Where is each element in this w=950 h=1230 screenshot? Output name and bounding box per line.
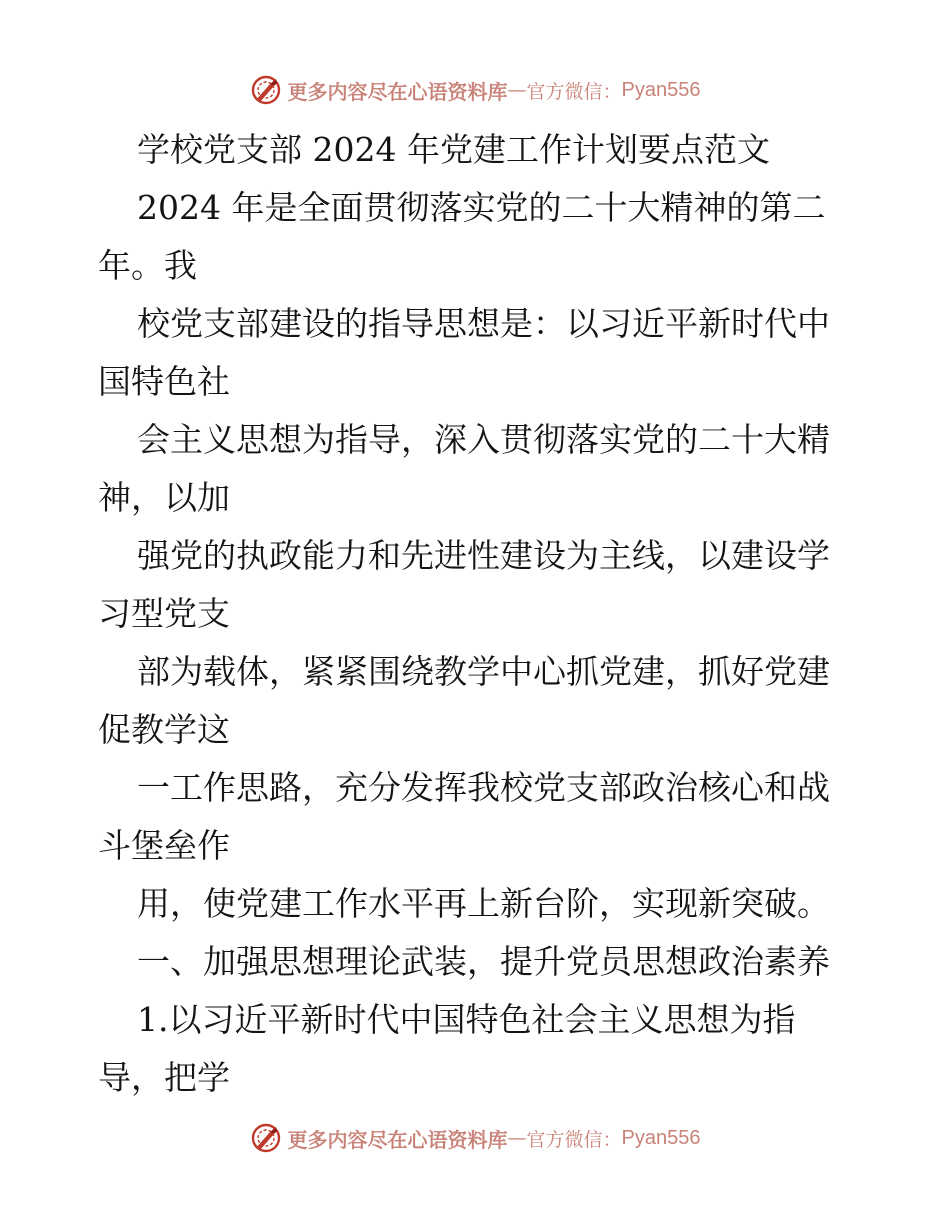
watermark-sub-text: 官方微信： — [526, 80, 622, 103]
paragraph-line: 部为载体，紧紧围绕教学中心抓党建，抓好党建 — [137, 652, 830, 691]
watermark-sub-text: 官方微信： — [526, 1128, 622, 1151]
watermark-wechat-id: Pyan556 — [621, 1126, 701, 1149]
watermark-main-text: 更多内容尽在心语资料库 — [287, 79, 508, 104]
paragraph-line: 国特色社 — [98, 362, 230, 401]
watermark-dash: — — [507, 79, 527, 101]
document-title: 学校党支部 2024 年党建工作计划要点范文 — [137, 130, 770, 169]
paragraph-line: 校党支部建设的指导思想是：以习近平新时代中 — [137, 304, 830, 343]
paragraph-line: 2024 年是全面贯彻落实党的二十大精神的第二 — [137, 188, 826, 227]
footer-watermark — [0, 1118, 950, 1158]
paragraph-line: 习型党支 — [98, 594, 230, 633]
paragraph-line: 促教学这 — [98, 710, 230, 749]
paragraph-line: 年。我 — [98, 246, 197, 285]
list-item: 1.以习近平新时代中国特色社会主义思想为指 — [137, 1000, 796, 1039]
watermark-main-text: 更多内容尽在心语资料库 — [287, 1127, 508, 1152]
paragraph-line: 会主义思想为指导，深入贯彻落实党的二十大精 — [137, 420, 830, 459]
paragraph-line: 导，把学 — [98, 1058, 230, 1097]
paragraph-line: 神，以加 — [98, 478, 230, 517]
paragraph-line: 用，使党建工作水平再上新台阶，实现新突破。 — [137, 884, 830, 923]
watermark-wechat-id: Pyan556 — [621, 78, 701, 101]
watermark-dash: — — [507, 1127, 527, 1149]
paragraph-line: 强党的执政能力和先进性建设为主线，以建设学 — [137, 536, 830, 575]
brand-logo-icon — [250, 1122, 282, 1154]
paragraph-line: 一工作思路，充分发挥我校党支部政治核心和战 — [137, 768, 830, 807]
paragraph-line: 斗堡垒作 — [98, 826, 230, 865]
section-heading: 一、加强思想理论武装，提升党员思想政治素养 — [137, 942, 830, 981]
